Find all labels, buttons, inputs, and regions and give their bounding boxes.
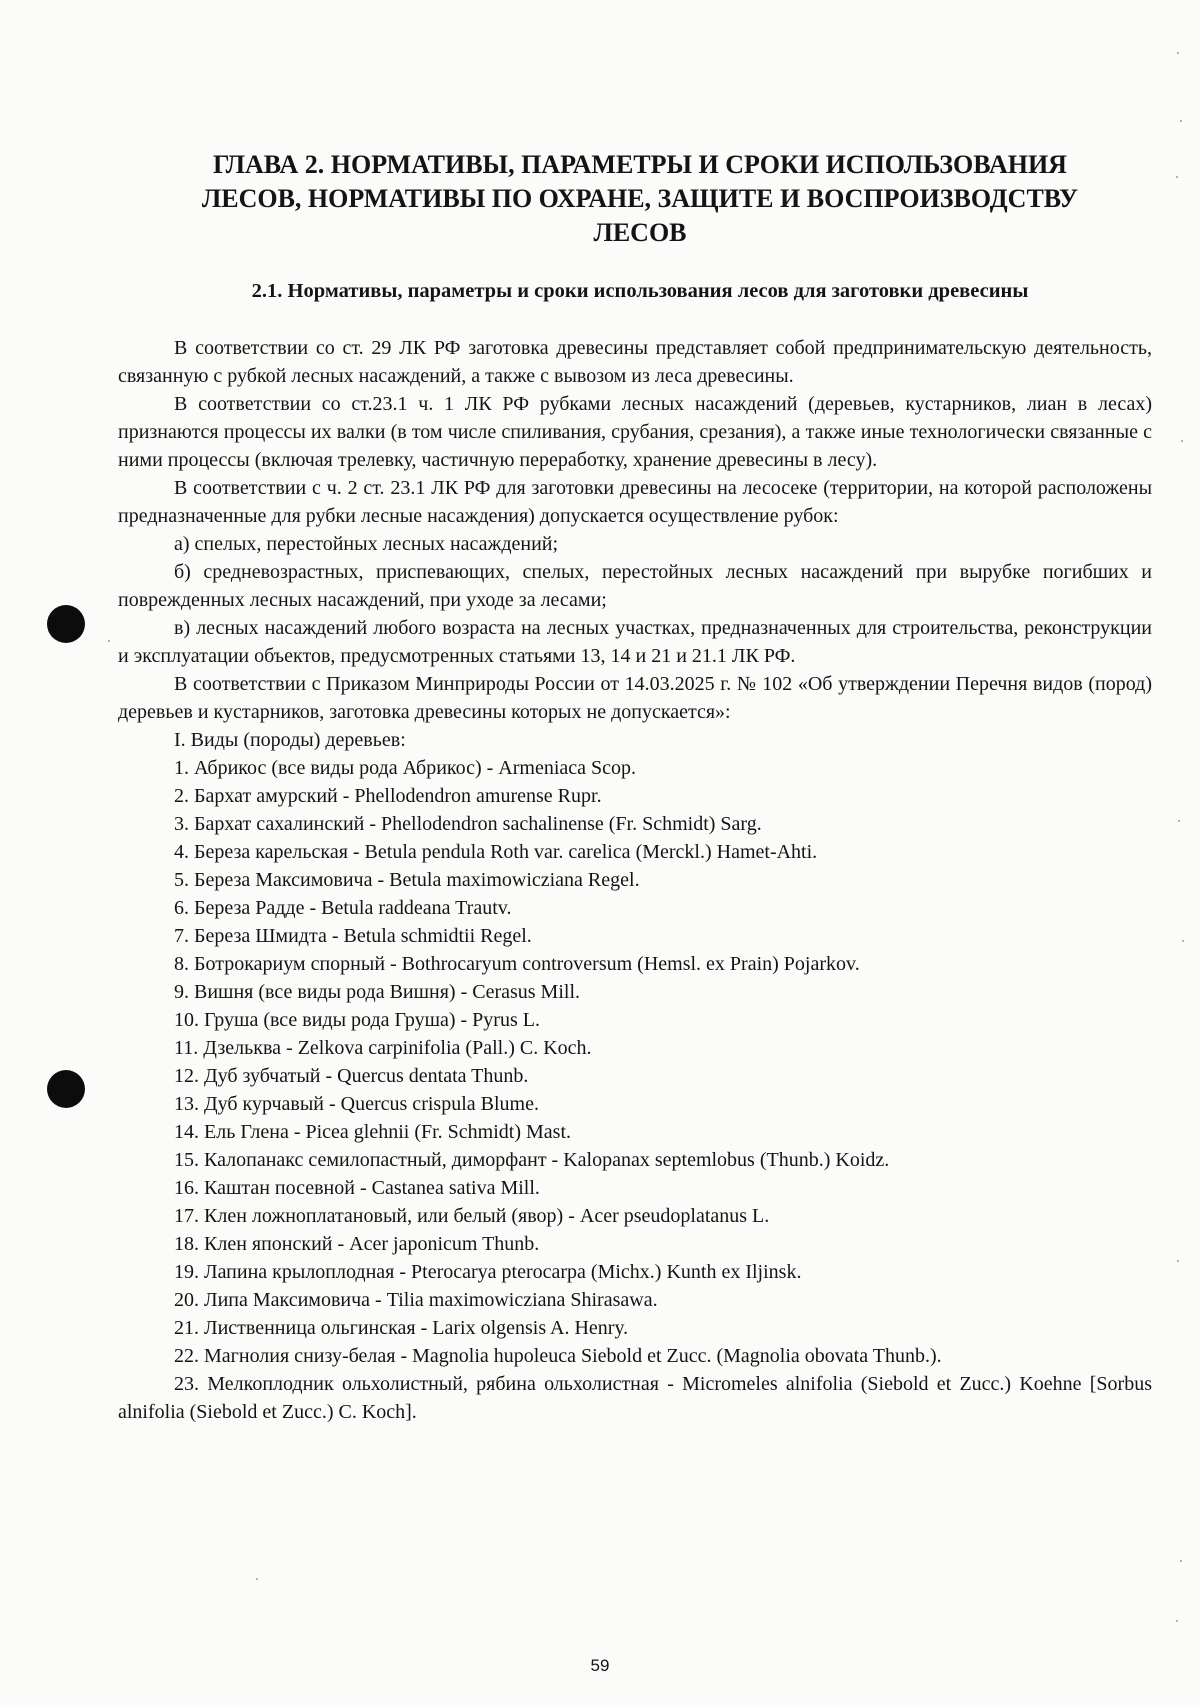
paragraph: В соответствии с ч. 2 ст. 23.1 ЛК РФ для заготовки древесины на лесосеке (территории, на которой расположены предназначенные для рубки лесные насаждения) допускается осуществление рубок:	[118, 477, 1152, 527]
list-item: 3. Бархат сахалинский - Phellodendron sachalinense (Fr. Schmidt) Sarg.	[174, 813, 762, 835]
section-title: 2.1. Нормативы, параметры и сроки использования лесов для заготовки древесины	[251, 280, 1029, 302]
scan-speck	[108, 640, 110, 642]
list-item: 16. Каштан посевной - Castanea sativa Mill.	[174, 1177, 540, 1199]
scan-speck	[1177, 1260, 1179, 1262]
scan-speck	[1180, 1560, 1182, 1562]
scan-speck	[256, 1578, 258, 1580]
list-item: 22. Магнолия снизу-белая - Magnolia hupoleuca Siebold et Zucc. (Magnolia obovata Thunb.).	[174, 1345, 942, 1367]
chapter-title	[120, 148, 1160, 250]
list-item: 9. Вишня (все виды рода Вишня) - Cerasus Mill.	[174, 981, 581, 1003]
chapter-title-line: ЛЕСОВ	[593, 218, 687, 247]
scan-speck	[1176, 176, 1178, 178]
list-item: 1. Абрикос (все виды рода Абрикос) - Armeniaca Scop.	[174, 757, 637, 779]
paragraph: В соответствии со ст.23.1 ч. 1 ЛК РФ рубками лесных насаждений (деревьев, кустарников, лиан в лесах) признаются процессы их валки (в том числе спиливания, срубания, срезания), а также иные технологически связанные с ними процессы (включая трелевку, частичную переработку, хранение древесины в лесу).	[118, 393, 1152, 471]
list-item: 6. Береза Радде - Betula raddeana Trautv.	[174, 897, 512, 919]
list-item: 13. Дуб курчавый - Quercus crispula Blume.	[174, 1093, 539, 1115]
paragraph: В соответствии со ст. 29 ЛК РФ заготовка древесины представляет собой предпринимательскую деятельность, связанную с рубкой лесных насаждений, а также с вывозом из леса древесины.	[118, 337, 1152, 387]
list-item: 5. Береза Максимовича - Betula maximowicziana Regel.	[174, 869, 640, 891]
chapter-title-line: ЛЕСОВ, НОРМАТИВЫ ПО ОХРАНЕ, ЗАЩИТЕ И ВОСПРОИЗВОДСТВУ	[201, 184, 1079, 213]
list-item: 11. Дзельква - Zelkova carpinifolia (Pall.) C. Koch.	[174, 1037, 592, 1059]
list-item: 7. Береза Шмидта - Betula schmidtii Regel.	[174, 925, 532, 947]
binder-hole-mark	[47, 605, 85, 643]
list-item: 14. Ель Глена - Picea glehnii (Fr. Schmidt) Mast.	[174, 1121, 572, 1143]
scan-speck	[1177, 52, 1179, 54]
binder-hole-mark	[47, 1070, 85, 1108]
list-item: 12. Дуб зубчатый - Quercus dentata Thunb.	[174, 1065, 529, 1087]
paragraph: В соответствии с Приказом Минприроды России от 14.03.2025 г. № 102 «Об утверждении Перечня видов (пород) деревьев и кустарников, заготовка древесины которых не допускается»:	[118, 673, 1152, 723]
chapter-title-line: ГЛАВА 2. НОРМАТИВЫ, ПАРАМЕТРЫ И СРОКИ ИСПОЛЬЗОВАНИЯ	[213, 150, 1067, 179]
list-item: 21. Лиственница ольгинская - Larix olgensis A. Henry.	[174, 1317, 629, 1339]
scan-speck	[1182, 940, 1184, 942]
scan-speck	[1178, 820, 1180, 822]
list-item: 20. Липа Максимовича - Tilia maximowicziana Shirasawa.	[174, 1289, 658, 1311]
list-heading: I. Виды (породы) деревьев:	[174, 729, 406, 751]
list-item: 8. Ботрокариум спорный - Bothrocaryum controversum (Hemsl. ex Prain) Pojarkov.	[174, 953, 860, 975]
list-item: 17. Клен ложноплатановый, или белый (явор) - Acer pseudoplatanus L.	[174, 1205, 770, 1227]
page-number: 59	[590, 1656, 610, 1675]
paragraph: в) лесных насаждений любого возраста на лесных участках, предназначенных для строительства, реконструкции и эксплуатации объектов, предусмотренных статьями 13, 14 и 21 и 21.1 ЛК РФ.	[118, 617, 1152, 667]
list-item: 15. Калопанакс семилопастный, диморфант - Kalopanax septemlobus (Thunb.) Koidz.	[174, 1149, 890, 1171]
list-item: 18. Клен японский - Acer japonicum Thunb.	[174, 1233, 540, 1255]
scan-speck	[1176, 1620, 1178, 1622]
body-text	[118, 334, 1152, 1426]
paragraph: б) средневозрастных, приспевающих, спелых, перестойных лесных насаждений при вырубке погибших и поврежденных лесных насаждений, при уходе за лесами;	[118, 561, 1152, 611]
list-item: 2. Бархат амурский - Phellodendron amurense Rupr.	[174, 785, 602, 807]
list-item: 10. Груша (все виды рода Груша) - Pyrus L.	[174, 1009, 540, 1031]
scan-speck	[1180, 120, 1182, 122]
scan-speck	[1181, 440, 1183, 442]
list-item: 4. Береза карельская - Betula pendula Roth var. carelica (Merckl.) Hamet-Ahti.	[174, 841, 818, 863]
list-item: 19. Лапина крылоплодная - Pterocarya pterocarpa (Michx.) Kunth ex Iljinsk.	[174, 1261, 802, 1283]
paragraph: а) спелых, перестойных лесных насаждений;	[174, 533, 559, 555]
list-item: 23. Мелкоплодник ольхолистный, рябина ольхолистная - Micromeles alnifolia (Siebold et Zucc.) Koehne [Sorbus alnifolia (Siebold et Zucc.) C. Koch].	[118, 1373, 1152, 1423]
